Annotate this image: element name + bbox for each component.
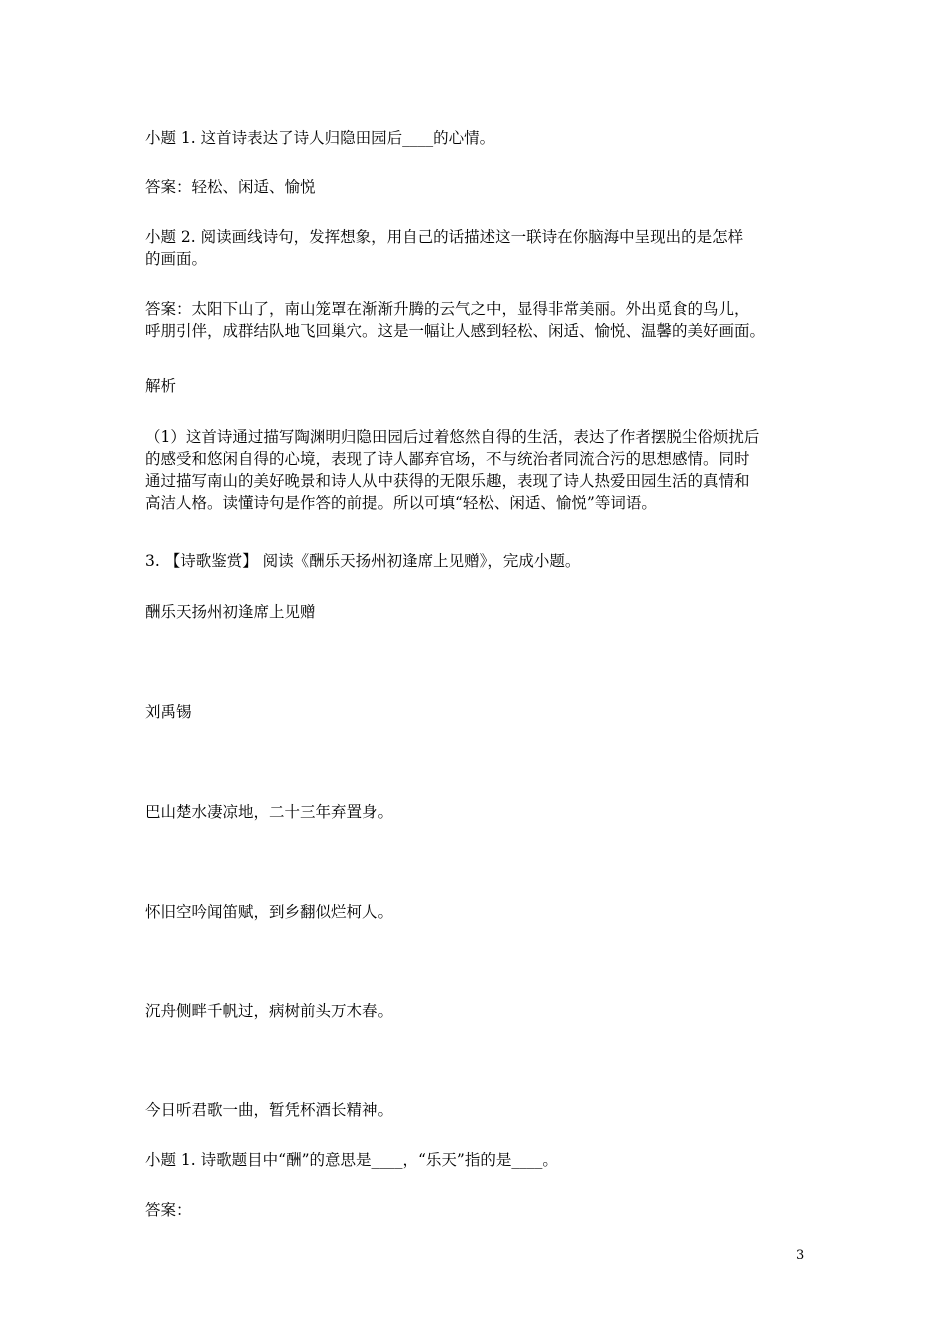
section3-intro: 3. 【诗歌鉴赏】 阅读《酬乐天扬州初逢席上见赠》，完成小题。 [145,552,581,570]
q1-question: 小题 1. 这首诗表达了诗人归隐田园后____的心情。 [145,129,496,147]
q2-question-line: 的画面。 [145,250,208,268]
analysis-body [145,426,810,514]
poem-verse: 今日听君歌一曲，暂凭杯酒长精神。 [145,1101,394,1119]
q2-question-line: 小题 2. 阅读画线诗句，发挥想象，用自己的话描述这一联诗在你脑海中呈现出的是怎样 [145,228,744,246]
q2-answer-line: 呼朋引伴，成群结队地飞回巢穴。这是一幅让人感到轻松、闲适、愉悦、温馨的美好画面。 [145,322,766,340]
analysis-heading: 解析 [145,377,177,395]
page-number: 3 [796,1248,805,1263]
q2-answer [145,298,810,342]
poem-verse: 怀旧空吟闻笛赋，到乡翻似烂柯人。 [145,903,394,921]
analysis-line: （1）这首诗通过描写陶渊明归隐田园后过着悠然自得的生活，表达了作者摆脱尘俗烦扰后 [145,428,760,446]
poem-verse: 巴山楚水凄凉地，二十三年弃置身。 [145,803,394,821]
analysis-line: 通过描写南山的美好晚景和诗人从中获得的无限乐趣，表现了诗人热爱田园生活的真情和 [145,472,750,490]
poem-title: 酬乐天扬州初逢席上见赠 [145,603,316,621]
q1-answer: 答案：轻松、闲适、愉悦 [145,178,316,196]
poem-author: 刘禹锡 [145,703,192,721]
analysis-line: 高洁人格。读懂诗句是作答的前提。所以可填“轻松、闲适、愉悦”等词语。 [145,494,657,512]
section3-sub-question: 小题 1. 诗歌题目中“酬”的意思是____，“乐天”指的是____。 [145,1151,558,1169]
analysis-line: 的感受和悠闲自得的心境，表现了诗人鄙弃官场，不与统治者同流合污的思想感情。同时 [145,450,750,468]
q2-answer-line: 答案：太阳下山了，南山笼罩在渐渐升腾的云气之中，显得非常美丽。外出觅食的鸟儿， [145,300,750,318]
q2-question [145,226,810,270]
poem-verse: 沉舟侧畔千帆过，病树前头万木春。 [145,1002,394,1020]
section3-answer-label: 答案： [145,1201,192,1219]
